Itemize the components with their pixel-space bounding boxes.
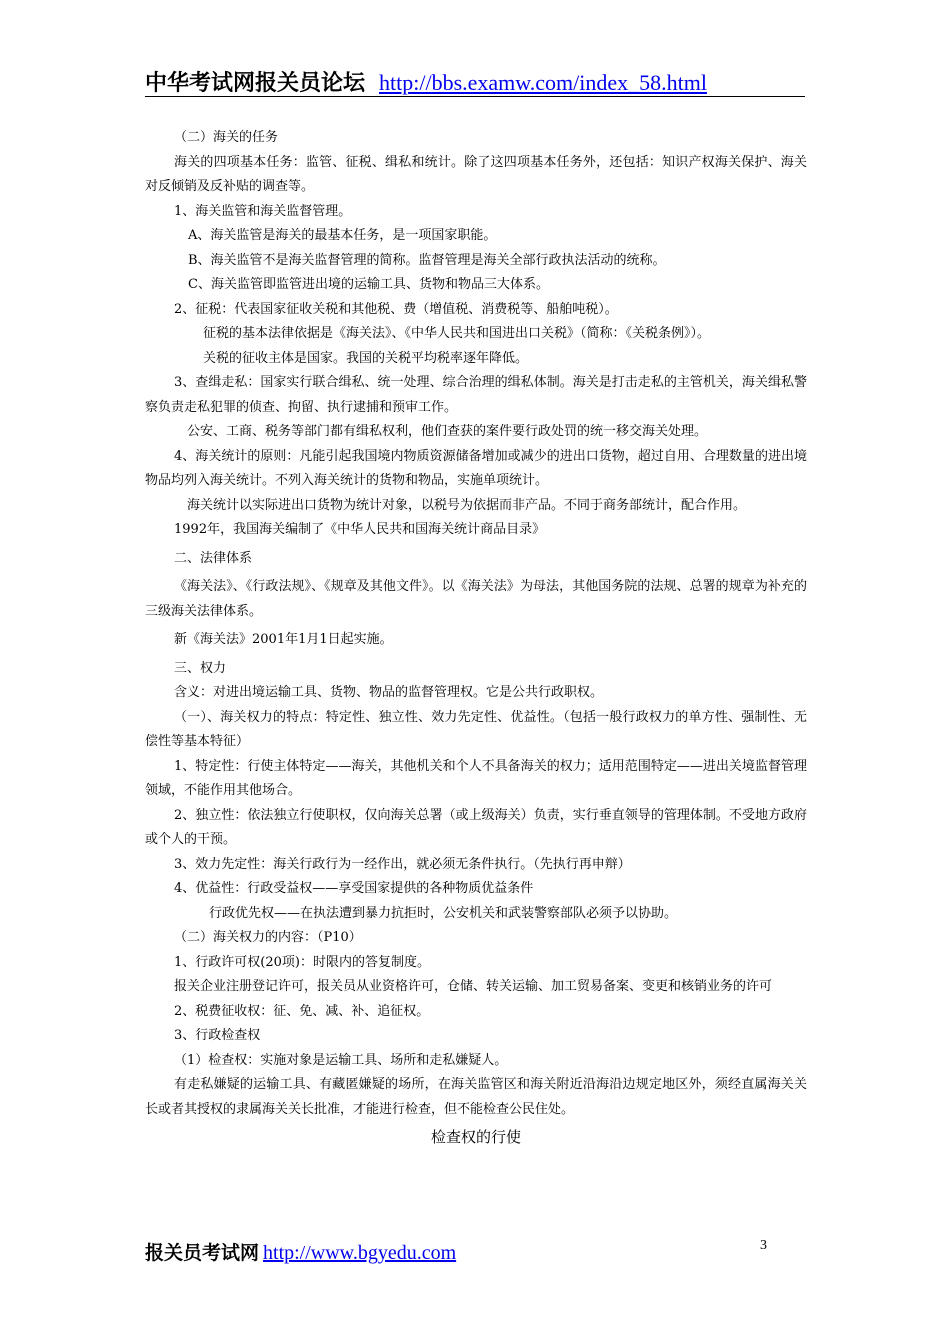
list-item: 2、税费征收权：征、免、减、补、追征权。 (174, 1003, 430, 1019)
paragraph: 含义：对进出境运输工具、货物、物品的监督管理权。它是公共行政职权。 (174, 685, 604, 700)
paragraph: 海关的四项基本任务：监管、征税、缉私和统计。除了这四项基本任务外，还包括：知识产权海关保护、海关对反倾销及反补贴的调查等。 (145, 154, 807, 194)
paragraph: 公安、工商、税务等部门都有缉私权利，他们查获的案件要行政处罚的统一移交海关处理。 (187, 424, 708, 439)
list-item: 3、效力先定性：海关行政行为一经作出，就必须无条件执行。（先执行再申辩） (174, 856, 631, 872)
section-heading: （二）海关的任务 (174, 130, 279, 145)
list-item: 2、独立性：依法独立行使职权，仅向海关总署（或上级海关）负责，实行垂直领导的管理体制。不受地方政府或个人的干预。 (145, 807, 807, 847)
list-item: 4、海关统计的原则：凡能引起我国境内物质资源储备增加或减少的进出口货物，超过自用、合理数量的进出境物品均列入海关统计。不列入海关统计的货物和物品，实施单项统计。 (145, 448, 807, 488)
paragraph: 有走私嫌疑的运输工具、有藏匿嫌疑的场所，在海关监管区和海关附近沿海沿边规定地区外，须经直属海关关长或者其授权的隶属海关关长批准，才能进行检查，但不能检查公民住处。 (145, 1077, 807, 1117)
section-heading: 二、法律体系 (174, 550, 253, 566)
paragraph: 行政优先权——在执法遭到暴力抗拒时，公安机关和武装警察部队必须予以协助。 (209, 905, 678, 921)
page-header (145, 66, 805, 97)
list-item: 2、征税：代表国家征收关税和其他税、费（增值税、消费税等、船舶吨税）。 (174, 301, 618, 317)
paragraph: 新《海关法》2001年1月1日起实施。 (174, 632, 393, 647)
section-heading: 三、权力 (174, 660, 227, 676)
list-item: 1、海关监管和海关监督管理。 (174, 203, 352, 219)
header-link[interactable]: http://bbs.examw.com/index_58.html (379, 70, 707, 95)
list-item: C、海关监管即监管进出境的运输工具、货物和物品三大体系。 (188, 277, 549, 292)
list-item: 1、行政许可权(20项)：时限内的答复制度。 (174, 954, 430, 970)
subtitle: 检查权的行使 (430, 1128, 521, 1146)
list-item: B、海关监管不是海关监督管理的简称。监督管理是海关全部行政执法活动的统称。 (188, 252, 666, 268)
list-item: A、海关监管是海关的最基本任务，是一项国家职能。 (188, 228, 497, 243)
paragraph: （一）、海关权力的特点：特定性、独立性、效力先定性、优益性。（包括一般行政权力的单方性、强制性、无偿性等基本特征） (145, 709, 807, 749)
document-body (145, 126, 807, 1150)
list-item: 4、优益性：行政受益权——享受国家提供的各种物质优益条件 (174, 881, 534, 896)
footer-site-name: 报关员考试网 (145, 1242, 260, 1264)
section-heading: （二）海关权力的内容：（P10） (174, 930, 362, 945)
paragraph: 《海关法》、《行政法规》、《规章及其他文件》。以《海关法》为母法，其他国务院的法规、总署的规章为补充的三级海关法律体系。 (145, 579, 807, 619)
paragraph: 报关企业注册登记许可，报关员从业资格许可，仓储、转关运输、加工贸易备案、变更和核销业务的许可 (174, 979, 773, 994)
header-site-name: 中华考试网报关员论坛 (145, 71, 366, 96)
list-item: （1）检查权：实施对象是运输工具、场所和走私嫌疑人。 (174, 1052, 508, 1068)
paragraph: 海关统计以实际进出口货物为统计对象，以税号为依据而非产品。不同于商务部统计，配合作用。 (187, 497, 747, 513)
paragraph: 征税的基本法律依据是《海关法》、《中华人民共和国进出口关税》（简称：《关税条例》）。 (203, 326, 711, 341)
page-number: 3 (760, 1238, 767, 1253)
paragraph: 1992年，我国海关编制了《中华人民共和国海关统计商品目录》 (174, 522, 546, 537)
paragraph: 关税的征收主体是国家。我国的关税平均税率逐年降低。 (203, 350, 529, 366)
footer-link[interactable]: http://www.bgyedu.com (263, 1242, 457, 1264)
list-item: 1、特定性：行使主体特定——海关，其他机关和个人不具备海关的权力；适用范围特定——进出关境监督管理领域，不能作用其他场合。 (145, 758, 807, 798)
list-item: 3、行政检查权 (174, 1028, 261, 1043)
page-footer (145, 1238, 456, 1265)
list-item: 3、查缉走私：国家实行联合缉私、统一处理、综合治理的缉私体制。海关是打击走私的主管机关，海关缉私警察负责走私犯罪的侦查、拘留、执行逮捕和预审工作。 (145, 375, 807, 415)
